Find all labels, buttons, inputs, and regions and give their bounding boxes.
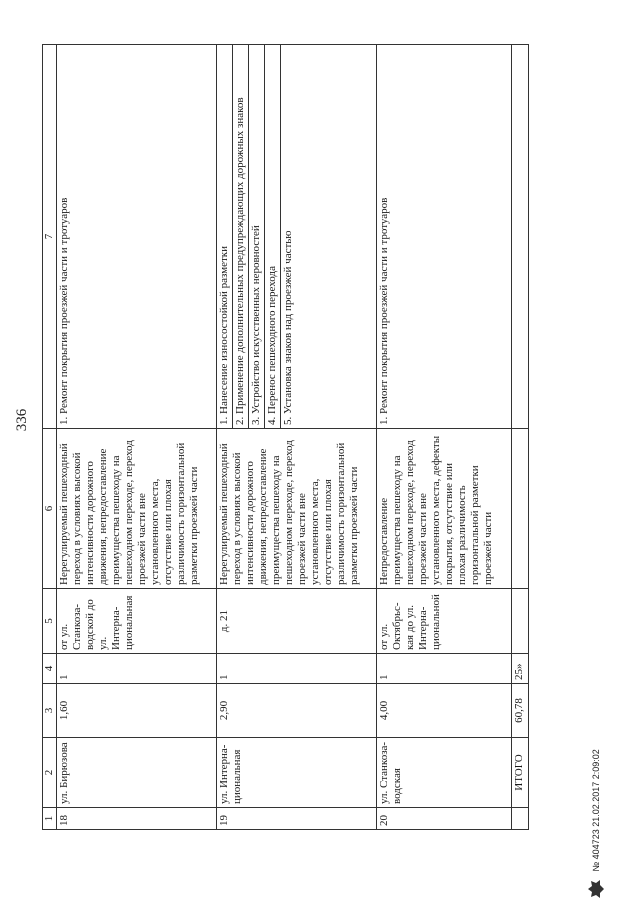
col-header-6: 6 — [43, 429, 57, 589]
row-number: 18 — [57, 808, 217, 830]
crest-icon — [586, 878, 606, 900]
measure-text: 1. Ремонт покрытия проезжей части и тротуаров — [57, 45, 217, 429]
problem-text: Нерегулируемый пешеходный переход в условиях высокой интенсивности дорожного движения, непредоставление преимущества пешеходу на пешеходном переходе, переход проезжей части вне установленного места, отсутствие или плохая различимость горизонтальной разметки проезжей части — [217, 429, 377, 589]
col-header-7: 7 — [43, 45, 57, 429]
table-container — [42, 45, 527, 830]
count-value: 1 — [377, 654, 512, 684]
header-row — [43, 45, 57, 830]
total-row — [512, 45, 529, 830]
col-header-4: 4 — [43, 654, 57, 684]
problem-text: Нерегулируемый пешеходный переход в условиях высокой интенсивности дорожного движения, непредоставление преимущества пешеходу на пешеходном переходе, переход проезжей части вне установленного места, отсутствие или плохая различимость горизонтальной разметки проезжей части — [57, 429, 217, 589]
total-empty-cell — [512, 589, 529, 654]
problem-text: Непредоставление преимущества пешеходу на пешеходном переходе, переход проезжей части вне установленного места, дефекты покрытия, отсутствие или плохая различимость горизонтальной разметки проезжей части — [377, 429, 512, 589]
street-name: ул. Станкоза-водская — [377, 738, 512, 808]
length-value: 2,90 — [217, 684, 377, 738]
measure-item: 4. Перенос пешеходного перехода — [265, 45, 281, 428]
table-row — [57, 45, 217, 830]
section-text: д. 21 — [217, 589, 377, 654]
data-table — [42, 44, 529, 830]
col-header-3: 3 — [43, 684, 57, 738]
registration-stamp — [586, 749, 616, 900]
length-value: 1,60 — [57, 684, 217, 738]
measures-list — [217, 45, 377, 429]
table-row — [377, 45, 512, 830]
count-value: 1 — [57, 654, 217, 684]
row-number: 20 — [377, 808, 512, 830]
page-number: 336 — [14, 408, 30, 432]
total-count: 25» — [512, 654, 529, 684]
street-name: ул. Бирюзова — [57, 738, 217, 808]
total-label: ИТОГО — [512, 738, 529, 808]
measure-item: 2. Применение дополнительных предупреждающих дорожных знаков — [233, 45, 249, 428]
count-value: 1 — [217, 654, 377, 684]
stamp-text: № 404723 21.02.2017 2:09:02 — [591, 749, 601, 872]
length-value: 4,00 — [377, 684, 512, 738]
section-text: от ул. Октябрьс-кая до ул. Интерна-циональной — [377, 589, 512, 654]
total-empty-cell — [512, 429, 529, 589]
street-name: ул. Интерна-циональная — [217, 738, 377, 808]
section-text: от ул. Станкоза-водской до ул. Интерна-циональная — [57, 589, 217, 654]
rotated-table — [42, 45, 527, 830]
measure-item: 3. Устройство искусственных неровностей — [249, 45, 265, 428]
col-header-1: 1 — [43, 808, 57, 830]
total-empty-cell — [512, 808, 529, 830]
table-row — [217, 45, 377, 830]
total-empty-cell — [512, 45, 529, 429]
col-header-2: 2 — [43, 738, 57, 808]
measure-item: 5. Установка знаков над проезжей частью — [282, 230, 294, 425]
measure-text: 1. Ремонт покрытия проезжей части и тротуаров — [377, 45, 512, 429]
measure-item: 1. Нанесение износостойкой разметки — [217, 45, 233, 428]
col-header-5: 5 — [43, 589, 57, 654]
row-number: 19 — [217, 808, 377, 830]
total-length: 60,78 — [512, 684, 529, 738]
